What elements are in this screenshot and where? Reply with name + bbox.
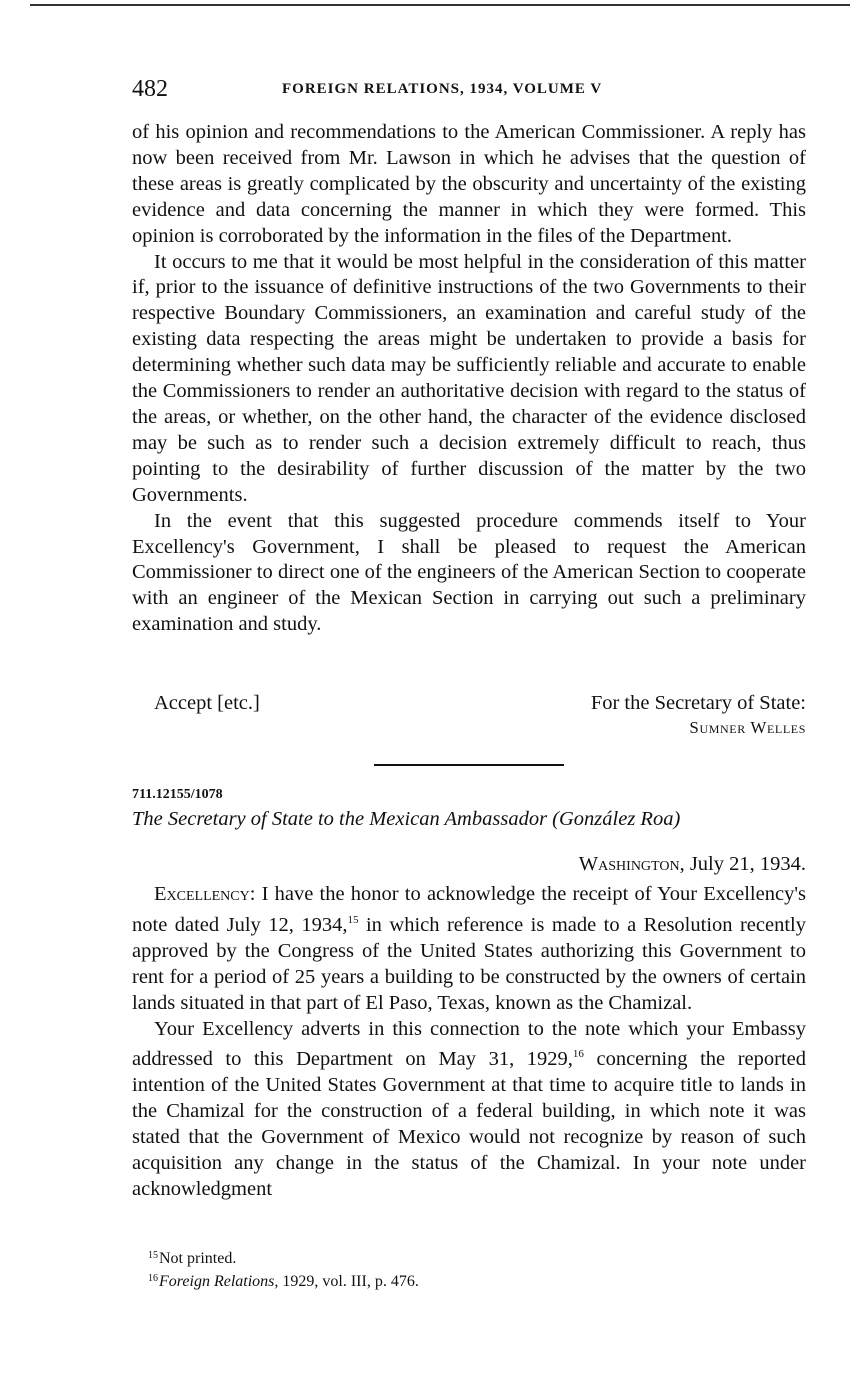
footnote — [148, 1246, 419, 1269]
footnote-ref[interactable]: 15 — [347, 913, 359, 926]
footnote — [148, 1269, 419, 1292]
file-number: 711.12155/1078 — [132, 787, 223, 802]
paragraph — [132, 882, 806, 1017]
paragraph: of his opinion and recommendations to the American Commissioner. A reply has now been received from Mr. Lawson in which he advises that the question of these areas is greatly complicated by the obscurity and uncertainty of the existing evidence and data concerning the manner in which they were formed. This opinion is corroborated by the information in the files of the Department. — [132, 121, 806, 247]
paragraph: In the event that this suggested procedure commends itself to Your Excellency's Government, I shall be pleased to request the American Commissioner to direct one of the engineers of the American Section to cooperate with an engineer of the Mexican Section in carrying out such a preliminary examination and study. — [132, 509, 806, 636]
top-border-rule — [30, 4, 850, 6]
letter-body — [132, 882, 806, 1203]
salutation: Excellency — [154, 883, 250, 905]
dateline — [579, 853, 806, 876]
paragraph — [132, 1017, 806, 1203]
footnote-number: 16 — [148, 1273, 158, 1284]
dateline-date: , July 21, 1934. — [679, 853, 806, 875]
footnote-text: 1929, vol. III, p. 476. — [278, 1273, 419, 1290]
footnote-italic: Foreign Relations, — [159, 1273, 279, 1290]
paragraph-text: : I have the honor to acknowledge the receipt of Your Excellency's note dated July 12, 1934, — [132, 883, 806, 936]
paragraph-text: in which reference is made to a Resolution recently approved by the Congress of the United States authorizing this Government to rent for a period of 25 years a building to be constructed by the owners of certain lands situated in that part of El Paso, Texas, known as the Chamizal. — [132, 913, 806, 1014]
section-divider — [374, 764, 564, 766]
for-secretary-line: For the Secretary of State: — [590, 692, 806, 714]
footnote-ref[interactable]: 16 — [572, 1048, 584, 1061]
paragraph-text: concerning the reported intention of the United States Government at that time to acquire title to lands in the Chamizal for the construction of a federal building, in which note it was stated that the Government of Mexico would not recognize by reason of such acquisition any change in the status of the Chamizal. In your note under acknowledgment — [132, 1048, 806, 1200]
footnote-number: 15 — [148, 1250, 158, 1261]
page-header — [132, 76, 806, 106]
page-number: 482 — [132, 76, 168, 102]
continuation-text — [132, 120, 806, 638]
document-title: The Secretary of State to the Mexican Ambassador (González Roa) — [132, 808, 681, 830]
running-head: FOREIGN RELATIONS, 1934, VOLUME V — [282, 81, 603, 97]
footnotes — [148, 1246, 419, 1292]
complimentary-close: Accept [etc.] — [154, 692, 260, 714]
dateline-place: Washington — [578, 853, 680, 875]
signature: Sumner Welles — [689, 718, 806, 737]
paragraph: It occurs to me that it would be most helpful in the consideration of this matter if, prior to the issuance of definitive instructions of the two Governments to their respective Boundary Commissioners, an examination and careful study of the existing data respecting the areas might be undertaken to provide a basis for determining whether such data may be sufficiently reliable and accurate to enable the Commissioners to render an authoritative decision with regard to the status of the areas, or whether, on the other hand, the character of the evidence disclosed may be such as to render such a decision extremely difficult to reach, thus pointing to the desirability of further discussion of the matter by the two Governments. — [132, 250, 806, 506]
paragraph-text: Your Excellency adverts in this connection to the note which your Embassy addressed to this Department on May 31, 1929, — [132, 1017, 806, 1071]
footnote-text: Not printed. — [159, 1250, 237, 1267]
